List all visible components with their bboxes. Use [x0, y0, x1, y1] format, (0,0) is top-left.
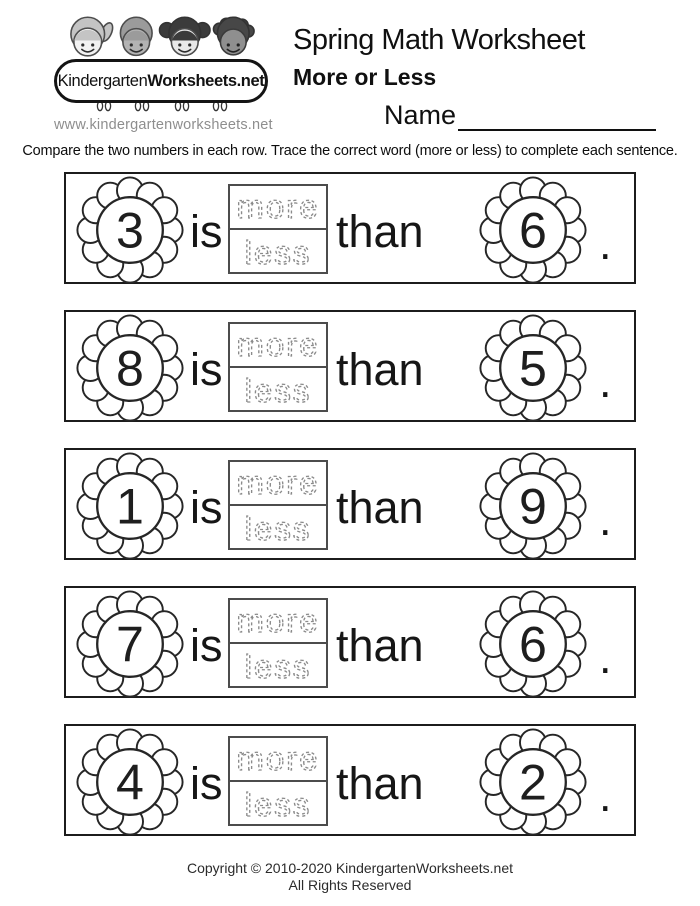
trace-word-more[interactable]	[230, 600, 326, 642]
trace-text-more: more	[236, 740, 320, 777]
instructions-text: Compare the two numbers in each row. Trace the correct word (more or less) to complete each sentence.	[22, 143, 678, 159]
sentence-period: .	[599, 770, 612, 821]
left-number: 8	[116, 340, 144, 397]
trace-word-less[interactable]	[230, 642, 326, 686]
trace-word-box[interactable]	[228, 322, 328, 412]
name-input-line[interactable]	[458, 101, 656, 131]
trace-word-box[interactable]	[228, 460, 328, 550]
word-than: than	[336, 482, 424, 533]
flower-number-right	[478, 727, 588, 837]
word-than: than	[336, 344, 424, 395]
flower-number-right	[478, 313, 588, 423]
comparison-row	[64, 586, 636, 698]
flower-number-right	[478, 175, 588, 285]
trace-text-more: more	[236, 464, 320, 501]
title-block	[293, 24, 585, 91]
trace-text-less: less	[244, 786, 312, 823]
footer	[0, 860, 700, 893]
left-number: 7	[116, 616, 144, 673]
comparison-row	[64, 172, 636, 284]
right-number: 2	[519, 754, 547, 811]
page-title: Spring Math Worksheet	[293, 24, 585, 56]
right-number: 5	[519, 340, 547, 397]
trace-word-more[interactable]	[230, 738, 326, 780]
trace-word-less[interactable]	[230, 504, 326, 548]
trace-word-more[interactable]	[230, 462, 326, 504]
sentence-period: .	[599, 356, 612, 407]
flower-number-left	[75, 589, 185, 699]
flower-number-right	[478, 451, 588, 561]
trace-text-more: more	[236, 188, 320, 225]
comparison-rows	[64, 172, 636, 862]
trace-word-less[interactable]	[230, 780, 326, 824]
left-number: 1	[116, 478, 144, 535]
word-than: than	[336, 620, 424, 671]
trace-text-less: less	[244, 372, 312, 409]
trace-word-box[interactable]	[228, 598, 328, 688]
copyright-line: Copyright © 2010-2020 KindergartenWorksheets.net	[186, 860, 514, 876]
flower-number-left	[75, 313, 185, 423]
rights-line: All Rights Reserved	[288, 876, 412, 893]
name-label: Name	[384, 100, 457, 131]
right-number: 6	[519, 616, 547, 673]
sentence-period: .	[599, 218, 612, 269]
page-subtitle: More or Less	[293, 64, 437, 90]
trace-word-less[interactable]	[230, 228, 326, 272]
word-than: than	[336, 206, 424, 257]
right-number: 6	[519, 202, 547, 259]
kids-illustration-icon	[62, 14, 260, 68]
trace-word-more[interactable]	[230, 186, 326, 228]
flower-number-left	[75, 727, 185, 837]
word-than: than	[336, 758, 424, 809]
left-number: 4	[116, 754, 144, 811]
trace-text-more: more	[236, 602, 320, 639]
word-is: is	[190, 344, 223, 395]
right-number: 9	[519, 478, 547, 535]
logo	[54, 14, 273, 133]
trace-text-less: less	[244, 648, 312, 685]
logo-brand-regular: Kindergarten	[57, 71, 148, 90]
word-is: is	[190, 482, 223, 533]
name-row	[384, 101, 656, 131]
comparison-row	[64, 310, 636, 422]
left-number: 3	[116, 202, 144, 259]
comparison-row	[64, 448, 636, 560]
trace-text-less: less	[244, 234, 312, 271]
trace-word-less[interactable]	[230, 366, 326, 410]
word-is: is	[190, 620, 223, 671]
sentence-period: .	[599, 632, 612, 683]
logo-url: www.kindergartenworksheets.net	[54, 117, 273, 133]
logo-brand-bold: Worksheets.net	[147, 71, 265, 90]
sentence-period: .	[599, 494, 612, 545]
trace-text-more: more	[236, 326, 320, 363]
trace-word-box[interactable]	[228, 736, 328, 826]
comparison-row	[64, 724, 636, 836]
trace-text-less: less	[244, 510, 312, 547]
flower-number-left	[75, 451, 185, 561]
word-is: is	[190, 758, 223, 809]
flower-number-right	[478, 589, 588, 699]
flower-number-left	[75, 175, 185, 285]
trace-word-box[interactable]	[228, 184, 328, 274]
word-is: is	[190, 206, 223, 257]
trace-word-more[interactable]	[230, 324, 326, 366]
